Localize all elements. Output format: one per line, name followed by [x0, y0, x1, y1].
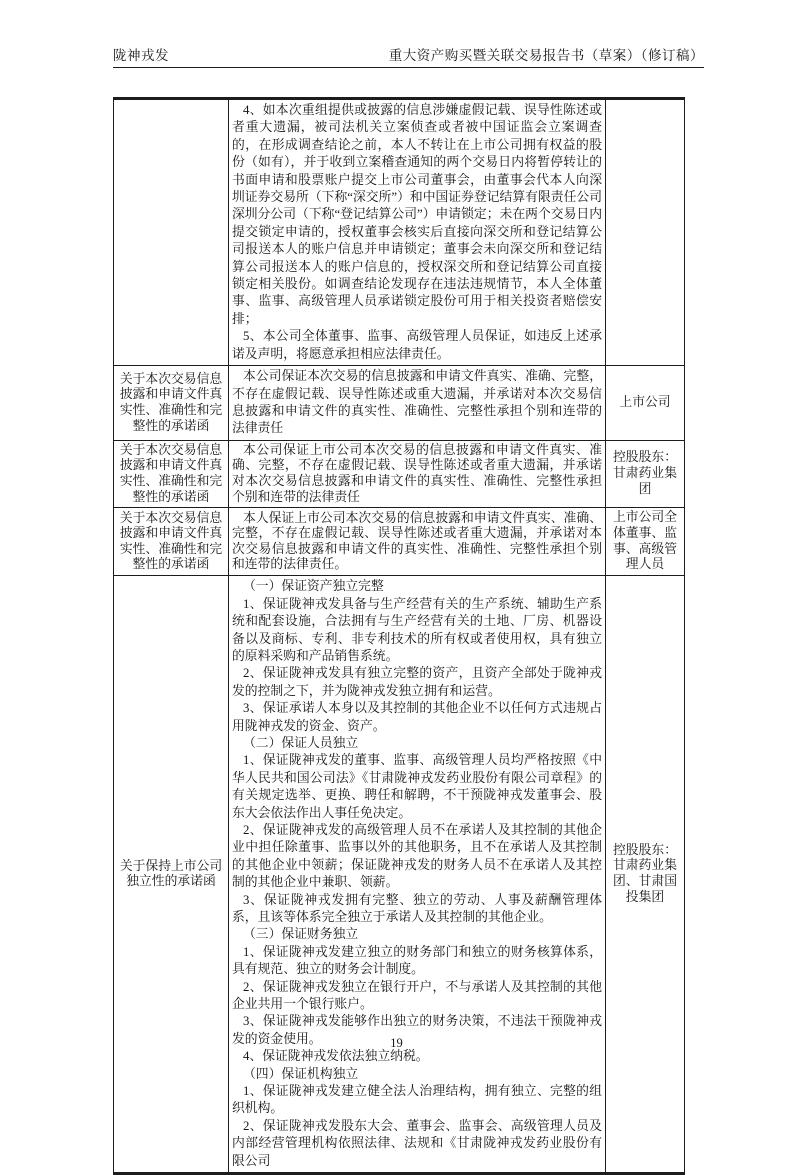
table-row — [114, 366, 685, 441]
table-row — [114, 440, 685, 507]
page-footer — [0, 1036, 793, 1051]
paragraph: 3、保证陇神戎发能够作出独立的财务决策，不违法干预陇神戎发的资金使用。 — [232, 1014, 602, 1046]
paragraph: 3、保证陇神戎发拥有完整、独立的劳动、人事及薪酬管理体系，且该等体系完全独立于承诺人及其控制的其他企业。 — [232, 892, 602, 924]
commitment-table — [113, 97, 685, 1175]
paragraph: 1、保证陇神戎发建立独立的财务部门和独立的财务核算体系，具有规范、独立的财务会计制度。 — [232, 944, 602, 977]
commitment-party-cell: 上市公司 — [606, 366, 685, 441]
paragraph: 本人保证上市公司本次交易的信息披露和申请文件真实、准确、完整，不存在虚假记载、误导性陈述或者重大遗漏，并承诺对本次交易信息披露和申请文件的真实性、准确性、完整性承担个别和连带的法律责任。 — [232, 510, 602, 572]
paragraph: 1、保证陇神戎发的董事、监事、高级管理人员均严格按照《中华人民共和国公司法》《甘肃陇神戎发药业股份有限公司章程》的有关规定选举、更换、聘任和解聘，不干预陇神戎发董事会、股东大会依法作出人事任免决定。 — [232, 753, 602, 820]
paragraph: （三）保证财务独立 — [243, 927, 359, 942]
paragraph: 本公司保证上市公司本次交易的信息披露和申请文件真实、准确、完整，不存在虚假记载、误导性陈述或者重大遗漏，并承诺对本次交易信息披露和申请文件的真实性、准确性、完整性承担个别和连带的法律责任 — [232, 442, 602, 504]
table-row — [114, 508, 685, 576]
commitment-content-cell — [229, 508, 606, 576]
commitment-content-cell — [229, 366, 606, 441]
paragraph: 本公司保证本次交易的信息披露和申请文件真实、准确、完整，不存在虚假记载、误导性陈述或重大遗漏，并承诺对本次交易信息披露和申请文件的真实性、准确性、完整性承担个别和连带的法律责任 — [232, 369, 602, 436]
paragraph: 1、保证陇神戎发建立健全法人治理结构，拥有独立、完整的组织机构。 — [232, 1084, 602, 1116]
page-number: 19 — [390, 1036, 403, 1050]
paragraph: 2、保证陇神戎发股东大会、董事会、监事会、高级管理人员及内部经营管理机构依照法律、法规和《甘肃陇神戎发药业股份有限公司 — [232, 1118, 602, 1168]
header-company-name: 陇神戎发 — [113, 48, 169, 63]
paragraph: 4、保证陇神戎发依法独立纳税。 — [243, 1049, 429, 1064]
paragraph: （二）保证人员独立 — [243, 735, 359, 750]
commitment-party-cell: 控股股东：甘肃药业集团 — [606, 440, 685, 507]
paragraph: 1、保证陇神戎发具备与生产经营有关的生产系统、辅助生产系统和配套设施，合法拥有与生产经营有关的土地、厂房、机器设备以及商标、专利、非专利技术的所有权或者使用权，具有独立的原料采购和产品销售系统。 — [232, 596, 602, 663]
commitment-content-cell — [229, 99, 606, 366]
commitment-party-cell: 上市公司全体董事、监事、高级管理人员 — [606, 508, 685, 576]
table-row — [114, 99, 685, 366]
paragraph: 2、保证陇神戎发的高级管理人员不在承诺人及其控制的其他企业中担任除董事、监事以外的其他职务，且不在承诺人及其控制的其他企业中领薪；保证陇神戎发的财务人员不在承诺人及其控制的其他企业中兼职、领薪。 — [232, 822, 602, 890]
paragraph: （四）保证机构独立 — [243, 1066, 359, 1081]
commitment-label-cell: 关于本次交易信息披露和申请文件真实性、准确性和完整性的承诺函 — [114, 440, 229, 507]
table-row — [114, 576, 685, 1174]
paragraph: （一）保证资产独立完整 — [243, 579, 384, 594]
commitment-party-cell: 控股股东：甘肃药业集团、甘肃国投集团 — [606, 576, 685, 1174]
header-report-title: 重大资产购买暨关联交易报告书（草案）（修订稿） — [388, 48, 704, 63]
paragraph: 2、保证陇神戎发具有独立完整的资产，且资产全部处于陇神戎发的控制之下，并为陇神戎发独立拥有和运营。 — [232, 666, 602, 698]
commitment-label-cell: 关于本次交易信息披露和申请文件真实性、准确性和完整性的承诺函 — [114, 508, 229, 576]
commitment-label-cell: 关于保持上市公司独立性的承诺函 — [114, 576, 229, 1174]
paragraph: 2、保证陇神戎发独立在银行开户，不与承诺人及其控制的其他企业共用一个银行账户。 — [232, 979, 602, 1012]
commitment-content-cell — [229, 576, 606, 1174]
page-header — [113, 44, 704, 68]
paragraph: 5、本公司全体董事、监事、高级管理人员保证，如违反上述承诺及声明，将愿意承担相应法律责任。 — [232, 329, 602, 361]
commitment-label-cell: 关于本次交易信息披露和申请文件真实性、准确性和完整性的承诺函 — [114, 366, 229, 441]
paragraph: 4、如本次重组提供或披露的信息涉嫌虚假记载、误导性陈述或者重大遗漏，被司法机关立案侦查或者被中国证监会立案调查的，在形成调查结论之前，本人不转让在上市公司拥有权益的股份（如有），并于收到立案稽查通知的两个交易日内将暂停转让的书面申请和股票账户提交上市公司董事会，由董事会代本人向深圳证券交易所（下称“深交所”）和中国证券登记结算有限责任公司深圳分公司（下称“登记结算公司”）申请锁定；未在两个交易日内提交锁定申请的，授权董事会核实后直接向深交所和登记结算公司报送本人的账户信息并申请锁定；董事会未向深交所和登记结算公司报送本人的账户信息的，授权深交所和登记结算公司直接锁定相关股份。如调查结论发现存在违法违规情节，本人全体董事、监事、高级管理人员承诺锁定股份可用于相关投资者赔偿安排； — [232, 103, 602, 326]
commitment-content-cell — [229, 440, 606, 507]
commitment-party-cell — [606, 99, 685, 366]
commitment-label-cell — [114, 99, 229, 366]
paragraph: 3、保证承诺人本身以及其控制的其他企业不以任何方式违规占用陇神戎发的资金、资产。 — [232, 701, 602, 733]
